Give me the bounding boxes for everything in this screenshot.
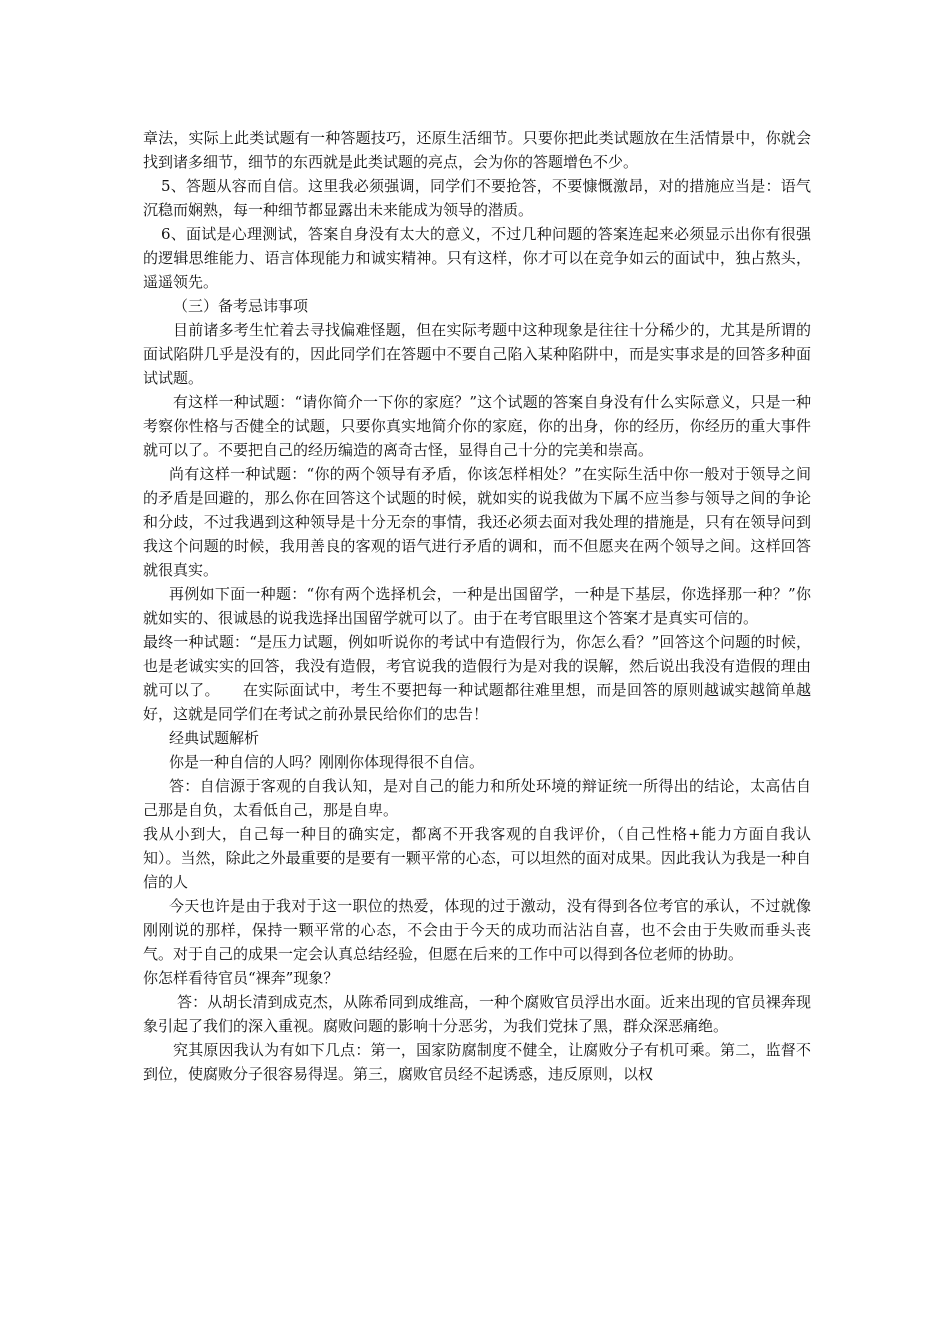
question-2: 你怎样看待官员“裸奔”现象？ <box>143 969 339 987</box>
paragraph-13: 我从小到大，自己每一种目的确实定，都离不开我客观的自我评价，（自己性格+能力方面自我认知）。当然，除此之外最重要的是要有一颗平常的心态，可以坦然的面对成果。因此我认为我是一种自信的人 <box>143 825 811 891</box>
paragraph-1: 章法，实际上此类试题有一种答题技巧，还原生活细节。只要你把此类试题放在生活情景中，你就会找到诸多细节，细节的东西就是此类试题的亮点，会为你的答题增色不少。 <box>143 129 811 171</box>
section-heading-classic: 经典试题解析 <box>169 729 260 747</box>
paragraph-5: 目前诸多考生忙着去寻找偏难怪题，但在实际考题中这种现象是往往十分稀少的，尤其是所谓的面试陷阱几乎是没有的，因此同学们在答题中不要自己陷入某种陷阱中，而是实事求是的回答多种面试试题。 <box>143 321 811 387</box>
paragraph-2: 5、答题从容而自信。这里我必须强调，同学们不要抢答，不要慷慨激昂，对的措施应当是：语气沉稳而娴熟，每一种细节都显露出未来能成为领导的潜质。 <box>143 177 811 219</box>
answer-2: 答：从胡长清到成克杰，从陈希同到成维高，一种个腐败官员浮出水面。近来出现的官员裸奔现象引起了我们的深入重视。腐败问题的影响十分恶劣，为我们党抹了黑，群众深恶痛绝。 <box>143 993 811 1035</box>
paragraph-17: 究其原因我认为有如下几点：第一，国家防腐制度不健全，让腐败分子有机可乘。第二，监督不到位，使腐败分子很容易得逞。第三，腐败官员经不起诱惑，违反原则，以权 <box>143 1041 811 1083</box>
paragraph-7: 尚有这样一种试题：“你的两个领导有矛盾，你该怎样相处？”在实际生活中你一般对于领导之间的矛盾是回避的，那么你在回答这个试题的时候，就如实的说我做为下属不应当参与领导之间的争论和分歧，不过我遇到这种领导是十分无奈的事情，我还必须去面对我处理的措施是，只有在领导问到我这个问题的时候，我用善良的客观的语气进行矛盾的调和，而不但愿夹在两个领导之间。这样回答就很真实。 <box>143 465 811 579</box>
document-body <box>143 126 811 1086</box>
paragraph-8: 再例如下面一种题：“你有两个选择机会，一种是出国留学，一种是下基层，你选择那一种？”你就如实的、很诚恳的说我选择出国留学就可以了。由于在考官眼里这个答案才是真实可信的。 <box>143 585 811 627</box>
question-1: 你是一种自信的人吗？刚刚你体现得很不自信。 <box>169 753 485 771</box>
answer-1: 答：自信源于客观的自我认知，是对自己的能力和所处环境的辩证统一所得出的结论，太高估自己那是自负，太看低自己，那是自卑。 <box>143 777 811 819</box>
paragraph-9: 最终一种试题：“是压力试题，例如听说你的考试中有造假行为，你怎么看？”回答这个问题的时候，也是老诚实实的回答，我没有造假，考官说我的造假行为是对我的误解，然后说出我没有造假的理由就可以了。 在实际面试中，考生不要把每一种试题都往难里想，而是回答的原则越诚实越简单越好，这就是同学们在考试之前孙景民给你们的忠告！ <box>143 633 811 723</box>
paragraph-3: 6、面试是心理测试，答案自身没有太大的意义，不过几种问题的答案连起来必须显示出你有很强的逻辑思维能力、语言体现能力和诚实精神。只有这样，你才可以在竞争如云的面试中，独占熬头，遥遥领先。 <box>143 225 811 291</box>
paragraph-14: 今天也许是由于我对于这一职位的热爱，体现的过于激动，没有得到各位考官的承认，不过就像刚刚说的那样，保持一颗平常的心态，不会由于今天的成功而沾沾自喜，也不会由于失败而垂头丧气。对于自己的成果一定会认真总结经验，但愿在后来的工作中可以得到各位老师的协助。 <box>143 897 811 963</box>
paragraph-6: 有这样一种试题：“请你简介一下你的家庭？”这个试题的答案自身没有什么实际意义，只是一种考察你性格与否健全的试题，只要你真实地简介你的家庭，你的出身，你的经历，你经历的重大事件就可以了。不要把自己的经历编造的离奇古怪，显得自己十分的完美和崇高。 <box>143 393 811 459</box>
section-heading-3: （三）备考忌讳事项 <box>173 297 309 315</box>
